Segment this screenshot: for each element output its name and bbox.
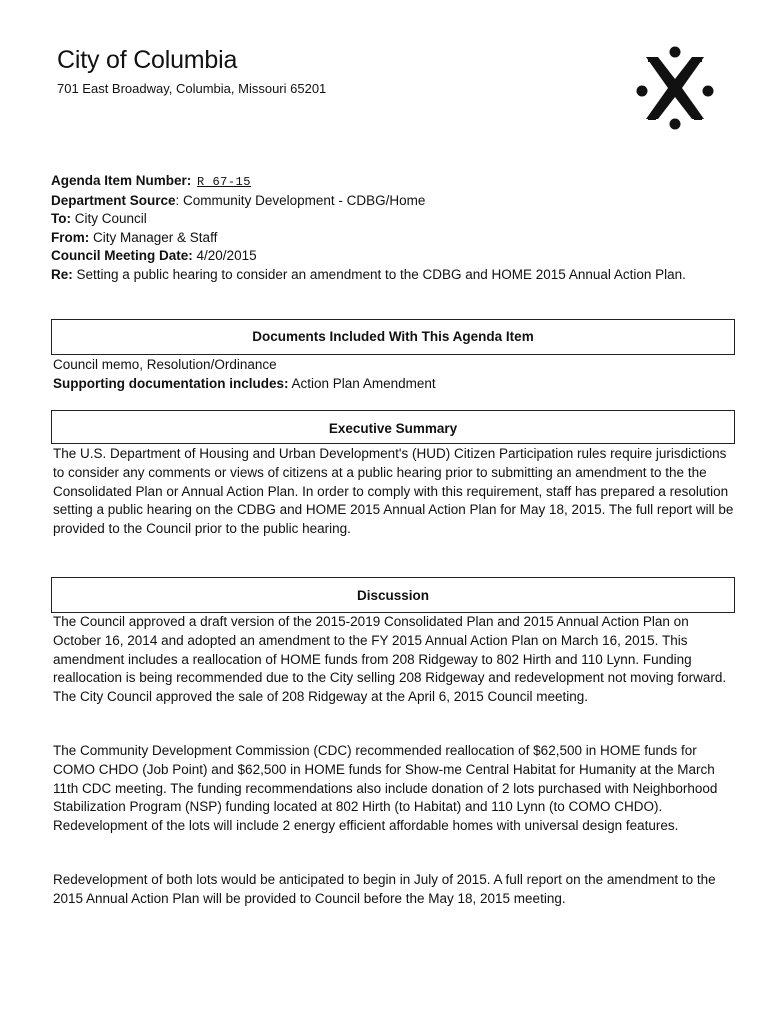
city-logo-icon bbox=[636, 45, 714, 131]
meeting-date-label: Council Meeting Date: bbox=[51, 248, 193, 264]
discussion-paragraph-2: The Community Development Commission (CDC) recommended reallocation of $62,500 in HOME funds for COMO CHDO (Job Point) and $62,500 in HOME funds for Show-me Central Habitat for Humanity at the March 11th CDC meeting. The funding recommendations also include donation of 2 lots purchased with Neighborhood Stabilization Program (NSP) funding located at 802 Hirth (to Habitat) and 110 Lynn (to COMO CHDO). Redevelopment of the lots will include 2 energy efficient affordable homes with universal design features. bbox=[53, 743, 718, 834]
discussion-paragraph-1: The Council approved a draft version of the 2015-2019 Consolidated Plan and 2015 Annual Action Plan on October 16, 2014 and adopted an amendment to the FY 2015 Annual Action Plan on March 16, 2015. This amendment includes a reallocation of HOME funds from 208 Ridgeway to 802 Hirth and 110 Lynn. Funding reallocation is being recommended due to the City selling 208 Ridgeway and redevelopment not moving forward. The City Council approved the sale of 208 Ridgeway at the April 6, 2015 Council meeting. bbox=[53, 614, 727, 705]
agenda-item-row bbox=[51, 172, 741, 192]
re-value: Setting a public hearing to consider an amendment to the CDBG and HOME 2015 Annual Action Plan. bbox=[76, 266, 686, 282]
re-row bbox=[51, 266, 741, 285]
from-row bbox=[51, 229, 741, 248]
department-value: : Community Development - CDBG/Home bbox=[175, 192, 426, 208]
agenda-item-number: R 67-15 bbox=[197, 175, 251, 189]
department-row bbox=[51, 192, 741, 211]
executive-summary-text: The U.S. Department of Housing and Urban Development's (HUD) Citizen Participation rules require jurisdictions to consider any comments or views of citizens at a public hearing prior to submitting an amendment to the the Consolidated Plan or Annual Action Plan. In order to comply with this requirement, staff has prepared a resolution setting a public hearing on the CDBG and HOME 2015 Annual Action Plan for May 18, 2015. The full report will be provided to the Council prior to the public hearing. bbox=[53, 446, 734, 537]
documents-list: Council memo, Resolution/Ordinance bbox=[53, 357, 277, 372]
from-label: From: bbox=[51, 229, 90, 245]
city-name: City of Columbia bbox=[57, 46, 238, 74]
discussion-paragraph-3: Redevelopment of both lots would be anticipated to begin in July of 2015. A full report on the amendment to the 2015 Annual Action Plan will be provided to Council before the May 18, 2015 meeting. bbox=[53, 872, 716, 906]
city-address: 701 East Broadway, Columbia, Missouri 65201 bbox=[57, 81, 327, 96]
to-value: City Council bbox=[74, 211, 147, 227]
meeting-date-value: 4/20/2015 bbox=[196, 248, 257, 264]
supporting-docs-label: Supporting documentation includes: bbox=[53, 375, 289, 391]
to-label: To: bbox=[51, 211, 71, 227]
discussion-heading: Discussion bbox=[51, 577, 735, 613]
agenda-meta bbox=[51, 172, 741, 285]
documents-heading: Documents Included With This Agenda Item bbox=[51, 319, 735, 355]
re-label: Re: bbox=[51, 266, 73, 282]
documents-section bbox=[53, 356, 737, 393]
from-value: City Manager & Staff bbox=[93, 229, 218, 245]
department-label: Department Source bbox=[51, 192, 176, 208]
meeting-date-row bbox=[51, 247, 741, 266]
agenda-item-label: Agenda Item Number: bbox=[51, 173, 192, 188]
supporting-docs-row bbox=[53, 375, 737, 394]
supporting-docs-value: Action Plan Amendment bbox=[291, 375, 436, 391]
executive-summary-heading: Executive Summary bbox=[51, 410, 735, 444]
to-row bbox=[51, 210, 741, 229]
